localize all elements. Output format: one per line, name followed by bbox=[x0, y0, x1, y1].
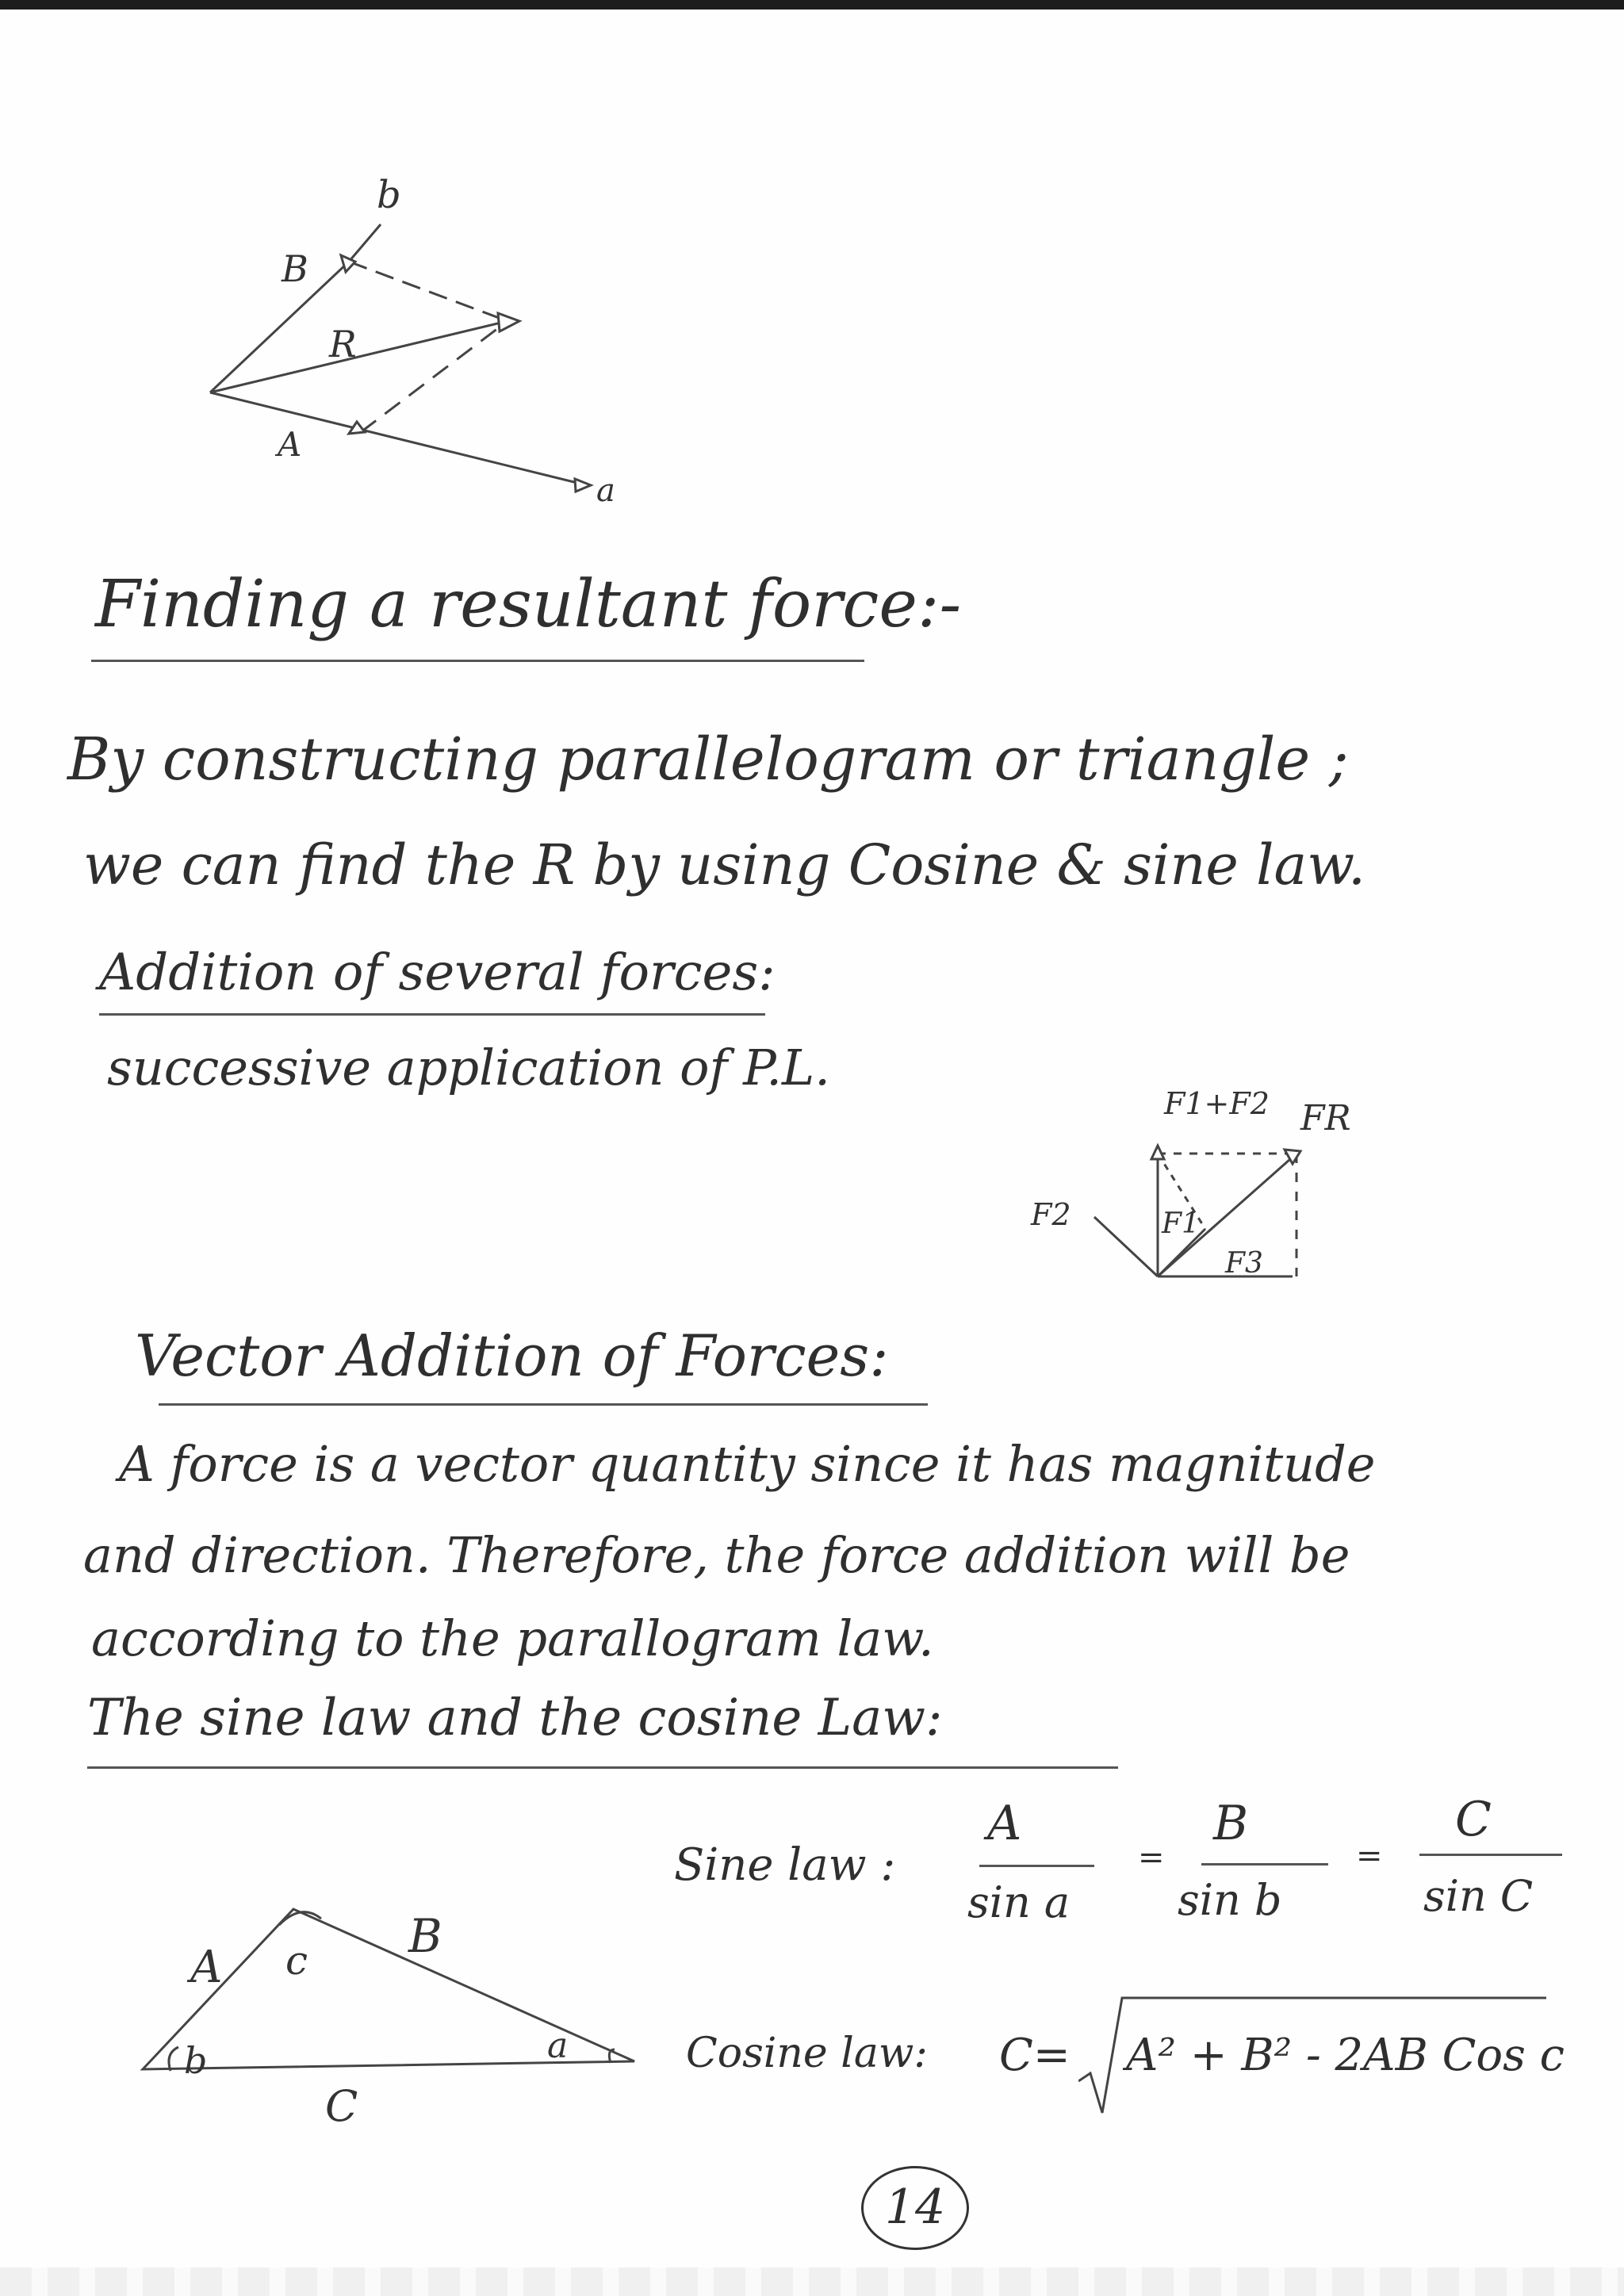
triangle-angle-b: b bbox=[184, 2039, 208, 2082]
heading-sine-cosine: The sine law and the cosine Law: bbox=[87, 1689, 943, 1747]
sine-law-label: Sine law : bbox=[674, 1839, 896, 1891]
label-r: R bbox=[329, 323, 357, 365]
sine-num-2: B bbox=[1213, 1796, 1249, 1851]
label-f1: F1 bbox=[1162, 1207, 1200, 1240]
heading-addition-several: Addition of several forces: bbox=[99, 943, 776, 1002]
fraction-bar bbox=[979, 1865, 1094, 1867]
triangle-angle-a: a bbox=[547, 2026, 569, 2066]
heading-underline bbox=[99, 1013, 765, 1016]
heading-finding-resultant: Finding a resultant force:- bbox=[95, 567, 962, 642]
para1-line2: we can find the R by using Cosine & sine law. bbox=[83, 832, 1366, 897]
sine-den-3: sin C bbox=[1423, 1871, 1534, 1921]
equals-2: = bbox=[1356, 1838, 1383, 1874]
triangle-side-C: C bbox=[325, 2081, 358, 2125]
page-number: 14 bbox=[884, 2179, 946, 2235]
triangle-angle-c: c bbox=[285, 1938, 308, 1984]
para3-line3: according to the parallogram law. bbox=[91, 1609, 934, 1667]
triangle-label-B: B bbox=[408, 1909, 442, 1963]
label-beta: B bbox=[282, 247, 308, 290]
fraction-bar bbox=[1201, 1863, 1328, 1866]
heading-vector-addition: Vector Addition of Forces: bbox=[135, 1322, 889, 1389]
page-number-badge bbox=[861, 2166, 969, 2250]
sine-num-3: C bbox=[1455, 1792, 1492, 1847]
heading-underline bbox=[91, 660, 864, 662]
para2-text: successive application of P.L. bbox=[107, 1039, 830, 1096]
fraction-bar bbox=[1419, 1854, 1562, 1856]
label-a-side: A bbox=[278, 425, 302, 464]
triangle-diagram bbox=[0, 1887, 714, 2125]
cosine-law-label: Cosine law: bbox=[686, 2030, 928, 2077]
equals-1: = bbox=[1138, 1839, 1165, 1876]
forces-diagram bbox=[0, 1062, 1624, 1348]
label-f2: F2 bbox=[1031, 1197, 1071, 1232]
label-fr: FR bbox=[1300, 1098, 1351, 1138]
label-a-tip: a bbox=[596, 473, 615, 509]
bottom-scan-band bbox=[0, 2267, 1624, 2296]
label-b: b bbox=[377, 173, 401, 217]
sine-den-2: sin b bbox=[1178, 1875, 1282, 1925]
para3-line2: and direction. Therefore, the force addition will be bbox=[83, 1526, 1350, 1584]
cosine-law-rhs: A² + B² - 2AB Cos c bbox=[1126, 2030, 1565, 2081]
para3-line1: A force is a vector quantity since it has magnitude bbox=[119, 1435, 1376, 1493]
sine-den-1: sin a bbox=[967, 1877, 1071, 1927]
sine-num-1: A bbox=[987, 1796, 1022, 1851]
heading-underline bbox=[87, 1766, 1118, 1769]
cosine-law-lhs: C= bbox=[999, 2030, 1071, 2081]
triangle-label-A: A bbox=[190, 1942, 223, 1993]
parallelogram-diagram bbox=[0, 0, 1624, 555]
label-f3: F3 bbox=[1225, 1247, 1263, 1280]
heading-underline bbox=[159, 1403, 928, 1406]
label-f1f2: F1+F2 bbox=[1164, 1086, 1270, 1121]
para1-line1: By constructing parallelogram or triangle ; bbox=[67, 725, 1349, 794]
